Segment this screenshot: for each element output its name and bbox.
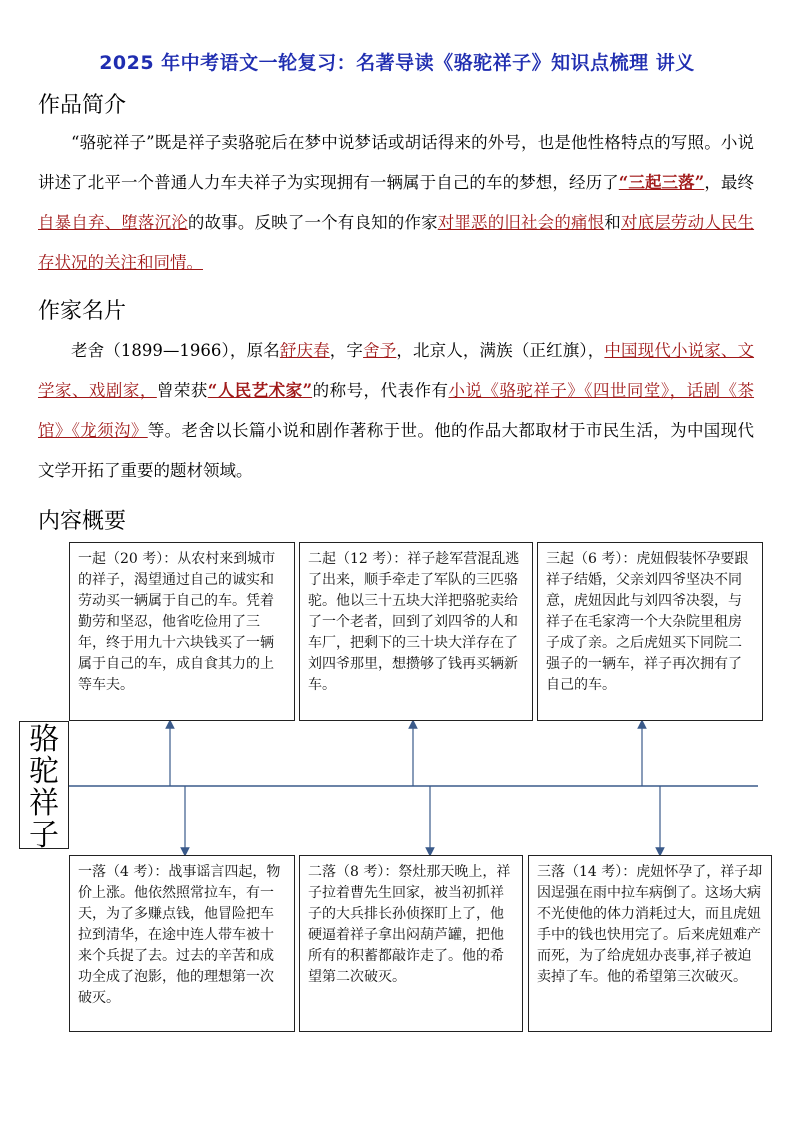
author-text-2: ，字 (329, 341, 364, 360)
intro-highlight-rises-falls: “三起三落” (618, 173, 705, 192)
author-highlight-courtesy: 舍予 (363, 341, 397, 360)
center-char-3: 祥 (29, 786, 59, 821)
section-heading-intro: 作品简介 (38, 93, 127, 118)
intro-text-4: 和 (604, 213, 621, 232)
center-char-1: 骆 (29, 722, 59, 757)
fall-box-3: 三落（14 考）：虎妞怀孕了，祥子却因逞强在雨中拉车病倒了。这场大病不光使他的体力消耗过大，而且虎妞手中的钱也快用完了。后来虎妞难产而死，为了给虎妞办丧事,祥子被迫卖掉了车。他的希望第三次破灭。 (528, 855, 772, 1032)
fall-box-1: 一落（4 考）：战事谣言四起，物价上涨。他依然照常拉车，有一天，为了多赚点钱，他冒险把车拉到清华，在途中连人带车被十来个兵捉了去。过去的辛苦和成功全成了泡影，他的理想第一次破灭。 (69, 855, 295, 1032)
center-char-2: 驼 (29, 754, 59, 789)
section-heading-author: 作家名片 (38, 299, 127, 324)
rise-box-1: 一起（20 考）：从农村来到城市的祥子，渴望通过自己的诚实和劳动买一辆属于自己的车。凭着勤劳和坚忍，他省吃俭用了三年，终于用九十六块钱买了一辆属于自己的车，成自食其力的上等车夫。 (69, 542, 295, 721)
intro-highlight-hatred: 对罪恶的旧社会的痛恨 (437, 213, 605, 232)
intro-highlight-downfall: 自暴自弃、堕落沉沦 (38, 213, 188, 232)
author-highlight-name: 舒庆春 (279, 341, 330, 360)
author-highlight-works: 小说《骆驼祥子》《四世同堂》，话剧《茶馆》《龙须沟》 (38, 381, 755, 440)
author-text-5: 的称号，代表作有 (312, 381, 449, 400)
intro-text-3: 的故事。反映了一个有良知的作家 (187, 213, 438, 232)
author-text-3: ，北京人，满族（正红旗）， (396, 341, 605, 360)
author-text-1: 老舍（1899—1966），原名 (71, 341, 280, 360)
timeline-center-label (19, 721, 69, 853)
author-highlight-honor: “人民艺术家” (207, 381, 313, 400)
intro-text-2: ，最终 (704, 173, 755, 192)
rise-box-3: 三起（6 考）：虎妞假装怀孕要跟祥子结婚，父亲刘四爷坚决不同意，虎妞因此与刘四爷决裂，与祥子在毛家湾一个大杂院里租房子成了亲。之后虎妞买下同院二强子的一辆车，祥子再次拥有了自己的车。 (537, 542, 763, 721)
author-text-6: 等。老舍以长篇小说和剧作著称于世。他的作品大都取材于市民生活，为中国现代文学开拓了重要的题材领域。 (38, 421, 755, 480)
author-highlight-titles: 中国现代小说家、文学家、戏剧家， (38, 341, 755, 400)
rise-box-2: 二起（12 考）：祥子趁军营混乱逃了出来，顺手牵走了军队的三匹骆驼。他以三十五块大洋把骆驼卖给了一个老者，回到了刘四爷的人和车厂，把剩下的三十块大洋存在了刘四爷那里，想攒够了钱再买辆新车。 (299, 542, 533, 721)
center-char-4: 子 (29, 818, 59, 853)
author-text-4: 曾荣获 (156, 381, 208, 400)
section-heading-content: 内容概要 (38, 509, 127, 534)
intro-text-1: “骆驼祥子”既是祥子卖骆驼后在梦中说梦话或胡话得来的外号，也是他性格特点的写照。小说讲述了北平一个普通人力车夫祥子为实现拥有一辆属于自己的车的梦想，经历了 (38, 133, 754, 192)
fall-box-2: 二落（8 考）：祭灶那天晚上，祥子拉着曹先生回家，被当初抓祥子的大兵排长孙侦探盯上了，他硬逼着祥子拿出闷葫芦罐，把他所有的积蓄都敲诈走了。他的希望第二次破灭。 (299, 855, 523, 1032)
page-title: 2025 年中考语文一轮复习：名著导读《骆驼祥子》知识点梳理 讲义 (99, 52, 695, 74)
intro-highlight-sympathy: 对底层劳动人民生存状况的关注和同情。 (38, 213, 755, 272)
